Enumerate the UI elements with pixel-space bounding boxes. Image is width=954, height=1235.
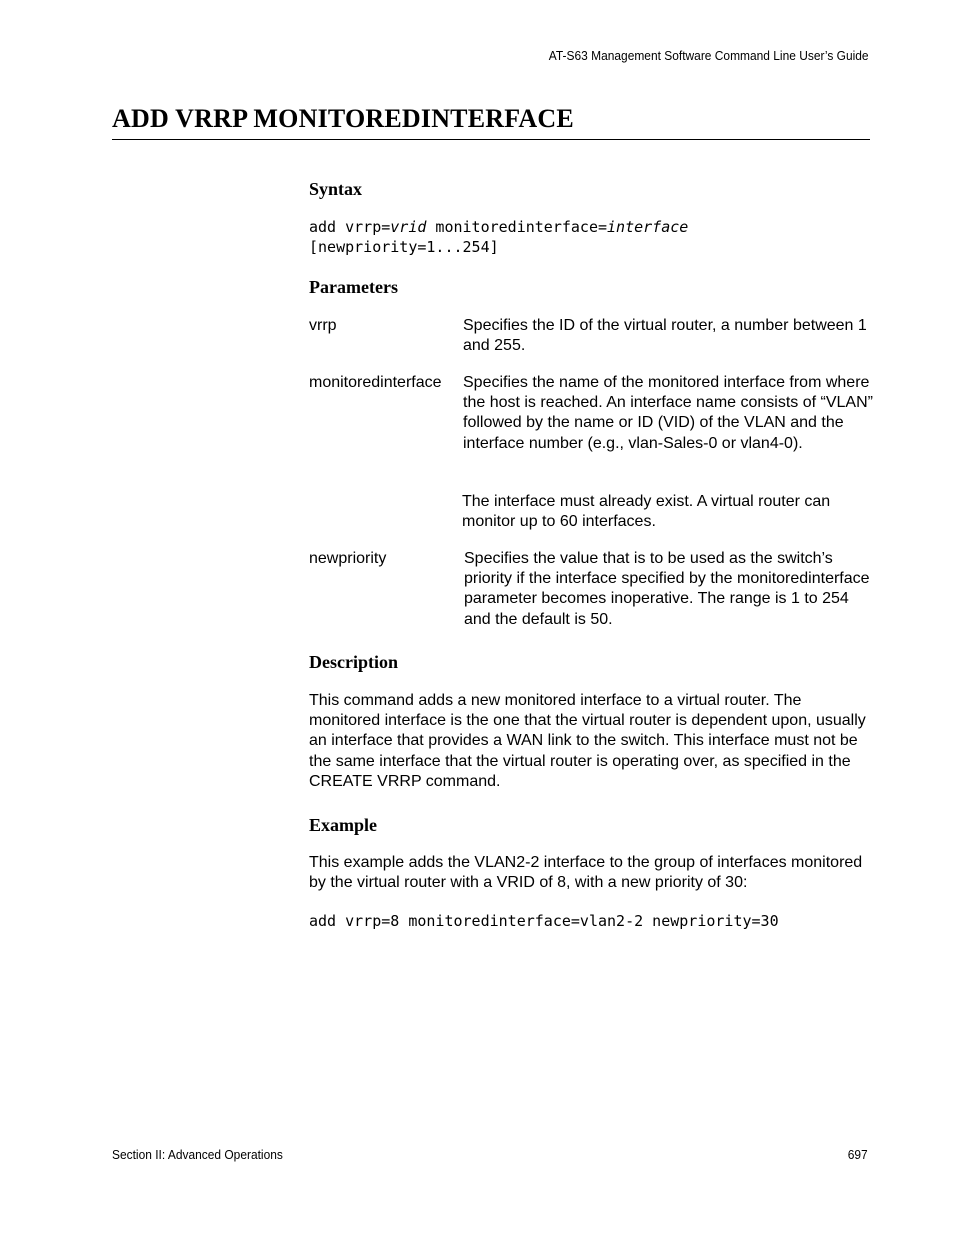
page-number: 697 [848,1147,868,1162]
parameter-name-vrrp: vrrp [309,317,337,334]
footer-section: Section II: Advanced Operations [112,1147,283,1162]
parameter-name-newpriority: newpriority [309,550,387,567]
example-paragraph: This example adds the VLAN2-2 interface to the group of interfaces monitored by the virtual router with a VRID of 8, with a new priority of 30: [309,854,863,892]
syntax-variable: interface [607,218,689,236]
parameter-note-monitoredinterface: The interface must already exist. A virtual router can monitor up to 60 interfaces. [462,493,831,531]
example-heading: Example [309,815,378,835]
example-command: add vrrp=8 monitoredinterface=vlan2-2 newpriority=30 [309,912,779,930]
title-rule [112,139,870,140]
syntax-variable: vrid [390,218,427,236]
syntax-text: add vrrp= [309,218,391,236]
running-header: AT-S63 Management Software Command Line User’s Guide [549,48,869,63]
parameter-description-monitoredinterface: Specifies the name of the monitored interface from where the host is reached. An interface name consists of “VLAN” followed by the name or ID (VID) of the VLAN and the interface number (e.g., vlan-Sales-0 or vlan4-0). [463,374,873,452]
syntax-text: monitoredinterface= [426,218,608,236]
parameters-heading: Parameters [309,277,398,297]
syntax-line-2: [newpriority=1...254] [309,238,499,256]
parameter-description-newpriority: Specifies the value that is to be used as the switch’s priority if the interface specified by the monitoredinterface parameter becomes inoperative. The range is 1 to 254 and the default is 50. [464,550,870,628]
parameter-name-monitoredinterface: monitoredinterface [309,374,442,391]
syntax-heading: Syntax [309,179,363,199]
description-heading: Description [309,652,398,672]
syntax-line-1 [309,217,688,237]
description-paragraph: This command adds a new monitored interface to a virtual router. The monitored interface is the one that the virtual router is dependent upon, usually an interface that provides a WAN link to the switch. This interface must not be the same interface that the virtual router is operating over, as specified in the CREATE VRRP command. [309,692,866,790]
page-title: ADD VRRP MONITOREDINTERFACE [112,104,574,133]
parameter-description-vrrp: Specifies the ID of the virtual router, a number between 1 and 255. [463,317,867,355]
